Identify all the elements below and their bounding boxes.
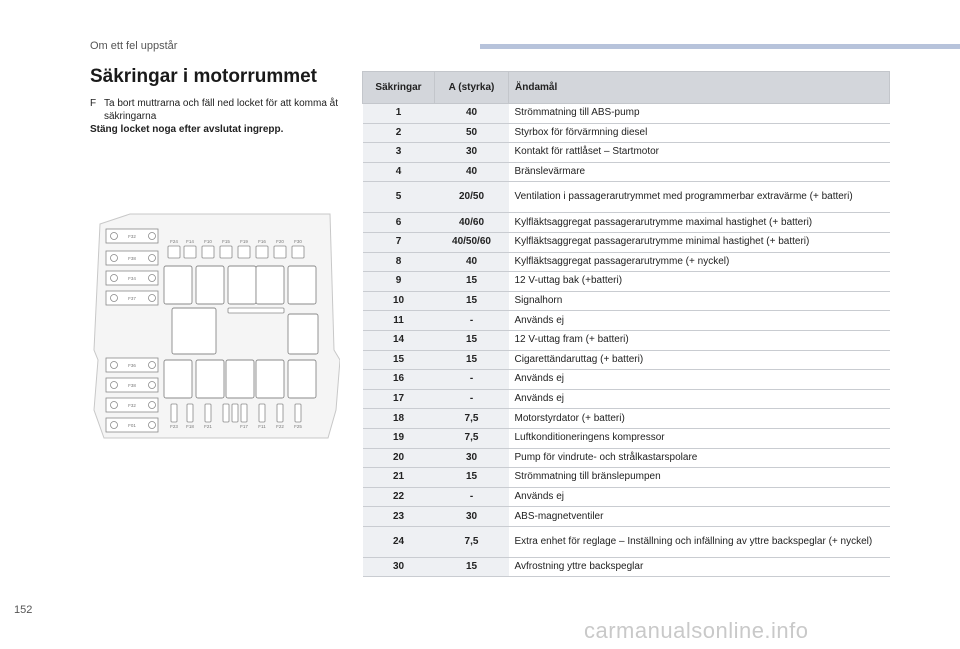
- fuse-table: [362, 71, 890, 577]
- fuse-number: 3: [363, 143, 435, 163]
- fuse-slot: [184, 246, 196, 258]
- watermark: carmanualsonline.info: [584, 618, 809, 643]
- fuse-number: 18: [363, 409, 435, 429]
- fuse-number: 23: [363, 507, 435, 527]
- fuse-purpose: 12 V-uttag fram (+ batteri): [509, 330, 890, 350]
- table-header-row: [363, 72, 890, 104]
- fuse-slot: [256, 246, 268, 258]
- fuse-number: 17: [363, 389, 435, 409]
- table-row: [363, 232, 890, 252]
- relay-block: [172, 308, 216, 354]
- fuse-label: F36: [128, 363, 136, 368]
- fuse-amperage: 15: [435, 272, 509, 292]
- fuse-purpose: Avfrostning yttre backspeglar: [509, 557, 890, 577]
- fuse-slot: [202, 246, 214, 258]
- table-row: [363, 143, 890, 163]
- fuse-label: F37: [128, 296, 136, 301]
- fuse-label: F10: [204, 239, 212, 244]
- fuse-number: 8: [363, 252, 435, 272]
- fuse-purpose: Luftkonditioneringens kompressor: [509, 428, 890, 448]
- fuse-amperage: 40: [435, 162, 509, 182]
- fuse-number: 16: [363, 370, 435, 390]
- fuse-purpose: Kylfläktsaggregat passagerarutrymme minimal hastighet (+ batteri): [509, 232, 890, 252]
- fuse-label: F17: [240, 424, 248, 429]
- fuse-amperage: -: [435, 487, 509, 507]
- relay-block: [164, 360, 192, 398]
- fuse-purpose: Motorstyrdator (+ batteri): [509, 409, 890, 429]
- relay-block: [226, 360, 254, 398]
- fuse-label: F19: [240, 239, 248, 244]
- fuse-label: F16: [258, 239, 266, 244]
- relay-block: [288, 266, 316, 304]
- fuse-slot: [238, 246, 250, 258]
- fuse-amperage: 15: [435, 291, 509, 311]
- fuse-number: 9: [363, 272, 435, 292]
- fuse-number: 11: [363, 311, 435, 331]
- fuse-number: 4: [363, 162, 435, 182]
- table-row: [363, 182, 890, 213]
- fuse-purpose: Bränslevärmare: [509, 162, 890, 182]
- fuse-slot: [241, 404, 247, 422]
- fuse-slot: [295, 404, 301, 422]
- fuse-amperage: -: [435, 311, 509, 331]
- fuse-number: 21: [363, 468, 435, 488]
- fuse-label: F18: [186, 424, 194, 429]
- fuse-purpose: Strömmatning till bränslepumpen: [509, 468, 890, 488]
- table-row: [363, 350, 890, 370]
- fuse-amperage: 15: [435, 468, 509, 488]
- table-row: [363, 389, 890, 409]
- fuse-purpose: Kontakt för rattlåset – Startmotor: [509, 143, 890, 163]
- fuse-amperage: 40/60: [435, 213, 509, 233]
- fuse-number: 15: [363, 350, 435, 370]
- fuse-purpose: Används ej: [509, 311, 890, 331]
- fuse-slot: [292, 246, 304, 258]
- instruction-text: Ta bort muttrarna och fäll ned locket för att komma åt säkringarna: [104, 98, 338, 122]
- fuse-purpose: ABS-magnetventiler: [509, 507, 890, 527]
- fuse-purpose: 12 V-uttag bak (+batteri): [509, 272, 890, 292]
- fuse-amperage: 30: [435, 143, 509, 163]
- fuse-amperage: 40: [435, 252, 509, 272]
- col-header-amp: A (styrka): [435, 72, 509, 104]
- table-row: [363, 370, 890, 390]
- table-row: [363, 507, 890, 527]
- fuse-purpose: Används ej: [509, 389, 890, 409]
- instructions: [90, 97, 355, 136]
- instruction-item: [90, 97, 355, 123]
- relay-block: [288, 360, 316, 398]
- table-row: [363, 311, 890, 331]
- fuse-number: 7: [363, 232, 435, 252]
- fuse-amperage: 7,5: [435, 409, 509, 429]
- table-row: [363, 468, 890, 488]
- fuse-label: F22: [276, 424, 284, 429]
- fuse-label: F21: [204, 424, 212, 429]
- fuse-number: 30: [363, 557, 435, 577]
- fuse-purpose: Cigarettändaruttag (+ batteri): [509, 350, 890, 370]
- relay-block: [164, 266, 192, 304]
- relay-block: [196, 266, 224, 304]
- fuse-label: F34: [128, 276, 136, 281]
- fuse-label: F38: [128, 256, 136, 261]
- fuse-label: F23: [170, 424, 178, 429]
- bullet-icon: F: [90, 98, 97, 109]
- relay-block: [256, 266, 284, 304]
- page-number: 152: [14, 604, 33, 616]
- table-row: [363, 448, 890, 468]
- fuse-slot: [277, 404, 283, 422]
- fuse-number: 2: [363, 123, 435, 143]
- table-row: [363, 162, 890, 182]
- table-row: [363, 213, 890, 233]
- fuse-purpose: Extra enhet för reglage – Inställning och infällning av yttre backspeglar (+ nyckel): [509, 526, 890, 557]
- fuse-label: F01: [128, 423, 136, 428]
- fuse-amperage: 30: [435, 448, 509, 468]
- fuse-number: 14: [363, 330, 435, 350]
- fuse-slot: [205, 404, 211, 422]
- fuse-label: F30: [294, 239, 302, 244]
- fuse-label: F20: [276, 239, 284, 244]
- relay-block: [288, 314, 318, 354]
- fuse-purpose: Pump för vindrute- och strålkastarspolare: [509, 448, 890, 468]
- fuse-slot: [187, 404, 193, 422]
- fuse-amperage: 20/50: [435, 182, 509, 213]
- fuse-number: 1: [363, 104, 435, 124]
- fuse-slot: [274, 246, 286, 258]
- fuse-number: 20: [363, 448, 435, 468]
- fuse-amperage: 15: [435, 350, 509, 370]
- fuse-amperage: 7,5: [435, 526, 509, 557]
- fuse-amperage: 7,5: [435, 428, 509, 448]
- page-title: Säkringar i motorrummet: [90, 66, 317, 87]
- fuse-amperage: -: [435, 370, 509, 390]
- fuse-label: F32: [128, 234, 136, 239]
- fuse-slot: [228, 308, 284, 313]
- fuse-amperage: 15: [435, 557, 509, 577]
- fuse-label: F25: [294, 424, 302, 429]
- relay-block: [228, 266, 256, 304]
- table-row: [363, 330, 890, 350]
- table-row: [363, 291, 890, 311]
- table-row: [363, 123, 890, 143]
- fuse-amperage: 50: [435, 123, 509, 143]
- fuse-number: 6: [363, 213, 435, 233]
- fuse-slot: [232, 404, 238, 422]
- fuse-slot: [259, 404, 265, 422]
- fuse-amperage: 30: [435, 507, 509, 527]
- fuse-slot: [171, 404, 177, 422]
- fuse-amperage: 15: [435, 330, 509, 350]
- fuse-number: 5: [363, 182, 435, 213]
- fuse-slot: [168, 246, 180, 258]
- fuse-amperage: 40: [435, 104, 509, 124]
- table-row: [363, 428, 890, 448]
- relay-block: [256, 360, 284, 398]
- fuse-number: 19: [363, 428, 435, 448]
- fuse-purpose: Kylfläktsaggregat passagerarutrymme (+ nyckel): [509, 252, 890, 272]
- fuse-label: F11: [258, 424, 266, 429]
- table-row: [363, 557, 890, 577]
- fuse-amperage: -: [435, 389, 509, 409]
- fuse-label: F15: [222, 239, 230, 244]
- fuse-purpose: Styrbox för förvärmning diesel: [509, 123, 890, 143]
- table-row: [363, 487, 890, 507]
- fuse-purpose: Används ej: [509, 370, 890, 390]
- fuse-label: F38: [128, 383, 136, 388]
- fuse-number: 10: [363, 291, 435, 311]
- fuse-label: F32: [128, 403, 136, 408]
- fuse-number: 22: [363, 487, 435, 507]
- fuse-slot: [220, 246, 232, 258]
- table-row: [363, 252, 890, 272]
- fuse-label: F14: [186, 239, 194, 244]
- table-row: [363, 526, 890, 557]
- fuse-purpose: Kylfläktsaggregat passagerarutrymme maximal hastighet (+ batteri): [509, 213, 890, 233]
- fuse-purpose: Signalhorn: [509, 291, 890, 311]
- col-header-fuse: Säkringar: [363, 72, 435, 104]
- fuse-purpose: Strömmatning till ABS-pump: [509, 104, 890, 124]
- instruction-note: Stäng locket noga efter avslutat ingrepp.: [90, 124, 284, 135]
- header-accent-bar: [480, 44, 960, 49]
- fuse-box-diagram: [92, 210, 340, 440]
- relay-block: [196, 360, 224, 398]
- fuse-label: F24: [170, 239, 178, 244]
- fuse-purpose: Ventilation i passagerarutrymmet med programmerbar extravärme (+ batteri): [509, 182, 890, 213]
- fuse-slot: [223, 404, 229, 422]
- table-row: [363, 409, 890, 429]
- fuse-number: 24: [363, 526, 435, 557]
- fuse-purpose: Används ej: [509, 487, 890, 507]
- col-header-purpose: Ändamål: [509, 72, 890, 104]
- table-row: [363, 272, 890, 292]
- fuse-amperage: 40/50/60: [435, 232, 509, 252]
- table-row: [363, 104, 890, 124]
- section-label: Om ett fel uppstår: [90, 40, 178, 52]
